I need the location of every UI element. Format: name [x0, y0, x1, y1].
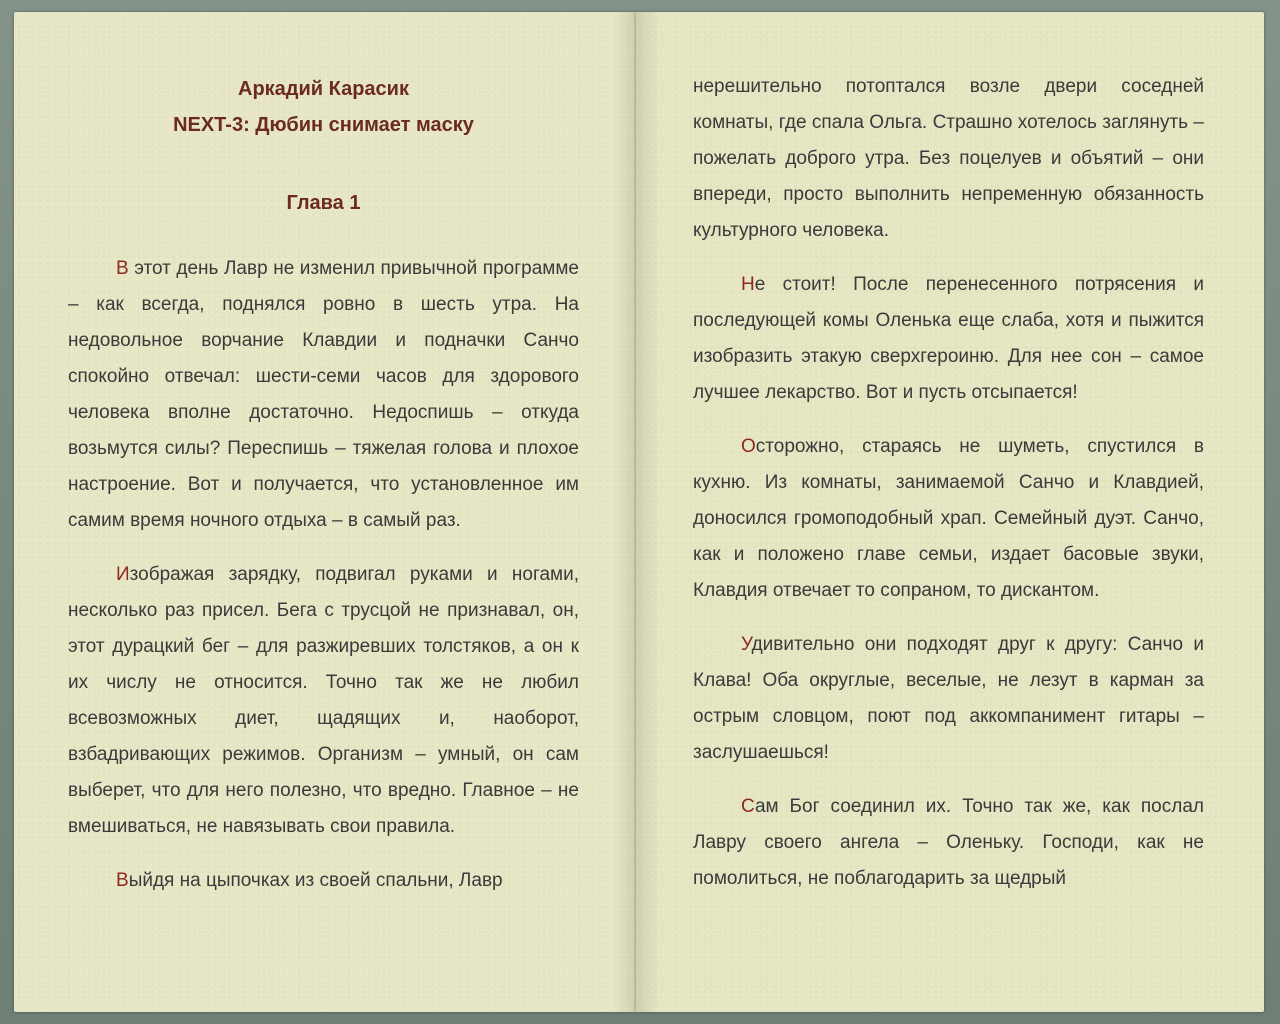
paragraph [693, 627, 1204, 771]
left-page-text [68, 71, 579, 917]
paragraph-initial: О [741, 436, 756, 457]
paragraph-text: дивительно они подходят друг к другу: Санчо и Клава! Оба округлые, веселые, не лезут в карман за острым словцом, поют под аккомпанимент гитары – заслушаешься! [693, 634, 1204, 763]
paragraph [68, 863, 579, 899]
right-page[interactable] [636, 12, 1264, 1012]
paragraph-text: ам Бог соединил их. Точно так же, как послал Лавру своего ангела – Оленьку. Господи, как не помолиться, не поблагодарить за щедрый [693, 796, 1204, 889]
paragraph [68, 557, 579, 845]
paragraph-initial: С [741, 796, 755, 817]
paragraph-text: сторожно, стараясь не шуметь, спустился в кухню. Из комнаты, занимаемой Санчо и Клавдией, доносился громоподобный храп. Семейный дуэт. Санчо, как и положено главе семьи, издает басовые звуки, Клавдия отвечает то сопраном, то дискантом. [693, 436, 1204, 601]
paragraph-text: этот день Лавр не изменил привычной программе – как всегда, поднялся ровно в шесть утра. На недовольное ворчание Клавдии и подначки Санчо спокойно отвечал: шести-семи часов для здорового человека вполне достаточно. Недоспишь – откуда возьмутся силы? Переспишь – тяжелая голова и плохое настроение. Вот и получается, что установленное им самим время ночного отдыха – в самый раз. [68, 258, 579, 531]
book-title: NEXT-3: Дюбин снимает маску [173, 114, 474, 136]
left-page[interactable] [14, 12, 636, 1012]
paragraph-continuation: нерешительно потоптался возле двери соседней комнаты, где спала Ольга. Страшно хотелось заглянуть – пожелать доброго утра. Без поцелуев и объятий – они впереди, просто выполнить непременную обязанность культурного человека. [693, 76, 1204, 241]
right-page-text [693, 69, 1204, 915]
paragraph [693, 429, 1204, 609]
paragraph-initial: У [741, 634, 752, 655]
chapter-heading: Глава 1 [286, 192, 361, 214]
paragraph-text: ыйдя на цыпочках из своей спальни, Лавр [128, 870, 503, 891]
paragraph [693, 789, 1204, 897]
paragraph [68, 251, 579, 539]
paragraph-initial: В [116, 258, 129, 279]
paragraph-text: зображая зарядку, подвигал руками и ногами, несколько раз присел. Бега с трусцой не признавал, он, этот дурацкий бег – для разжиревших толстяков, а он к их числу не относится. Точно так же не любил всевозможных диет, щадящих и, наоборот, взбадривающих режимов. Организм – умный, он сам выберет, что для него полезно, что вредно. Главное – не вмешиваться, не навязывать свои правила. [68, 564, 579, 837]
paragraph-text: е стоит! После перенесенного потрясения и последующей комы Оленька еще слаба, хотя и пыжится изобразить этакую сверхгероиню. Для нее сон – самое лучшее лекарство. Вот и пусть отсыпается! [693, 274, 1204, 403]
paragraph-initial: И [116, 564, 130, 585]
author-name: Аркадий Карасик [238, 78, 409, 100]
paragraph [693, 267, 1204, 411]
paragraph-initial: Н [741, 274, 755, 295]
paragraph-initial: В [116, 870, 129, 891]
